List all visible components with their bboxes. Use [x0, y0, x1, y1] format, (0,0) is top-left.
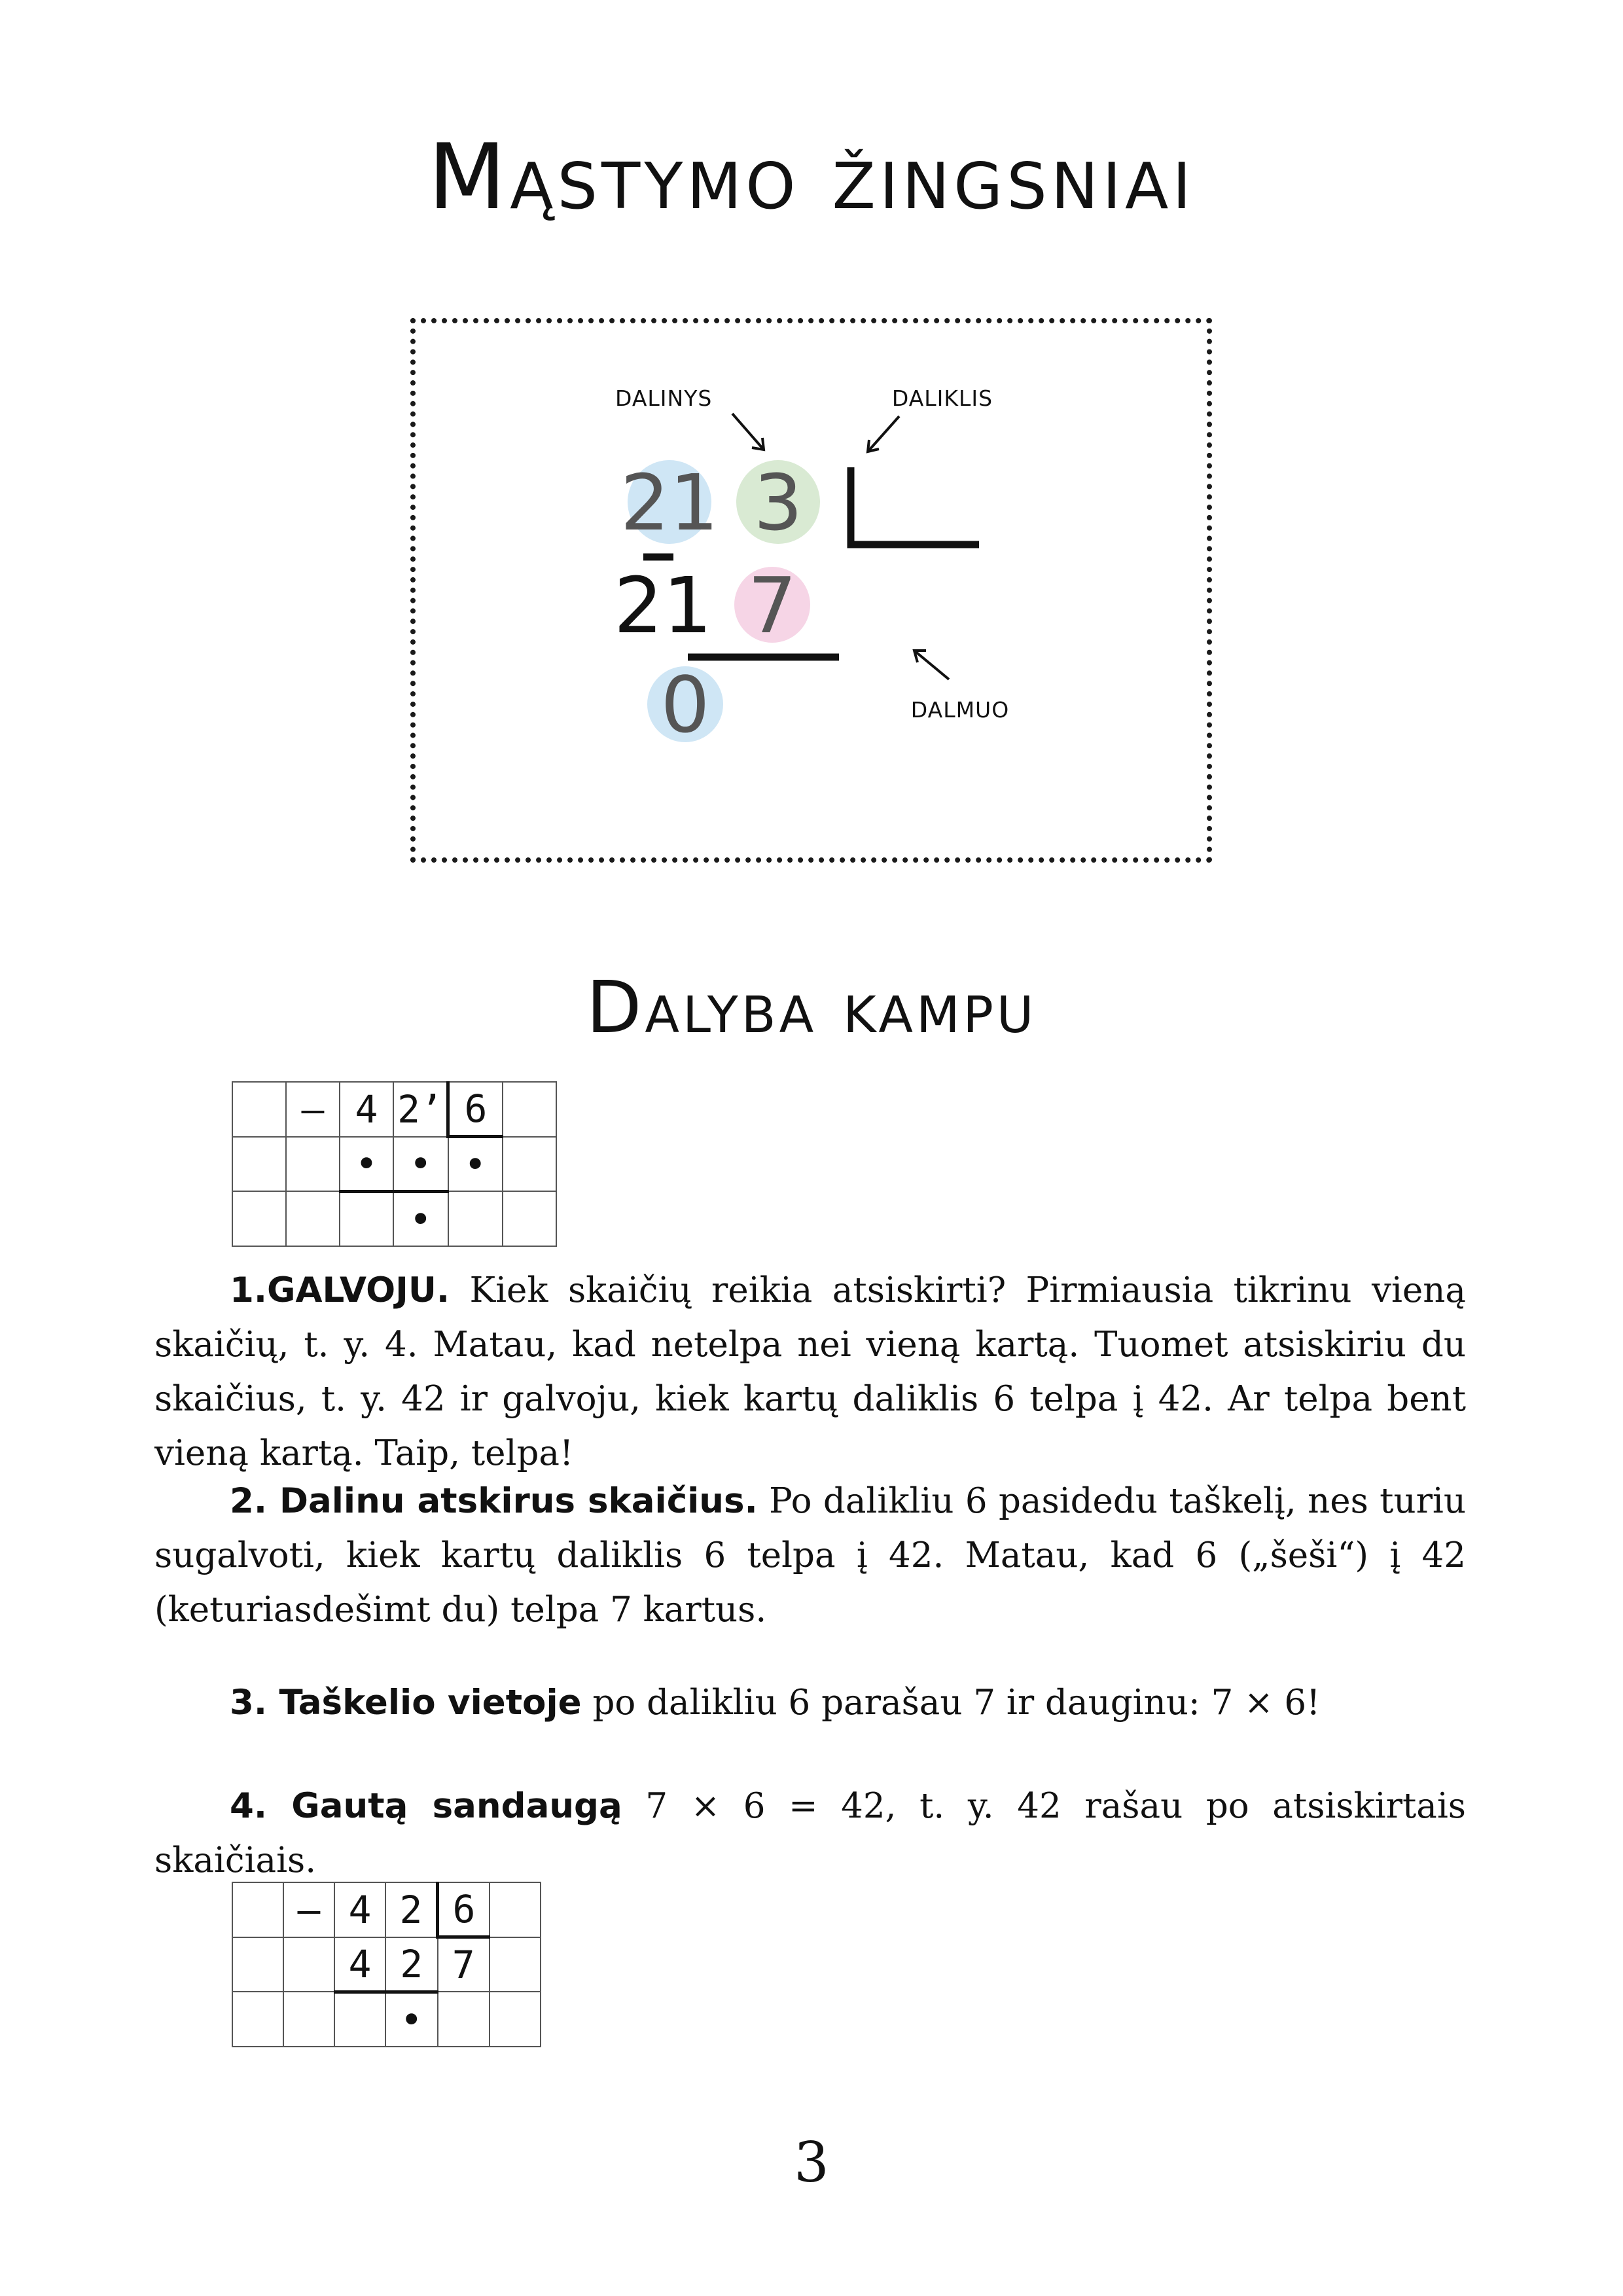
grid-dot: • — [385, 1992, 438, 2047]
division-grid-1 — [232, 1081, 557, 1247]
division-example-diagram — [410, 318, 1212, 863]
quotient-label: DALMUO — [910, 697, 1010, 723]
divisor-arrow — [868, 416, 899, 452]
quotient-arrow — [914, 651, 949, 679]
division-grid-2 — [232, 1882, 541, 2047]
divisor-label: DALIKLIS — [891, 386, 993, 411]
grid-minus: – — [283, 1882, 334, 1937]
grid-minus: – — [286, 1082, 340, 1137]
grid-digit: 4 — [334, 1882, 385, 1937]
subtrahend-number: 21 — [613, 560, 713, 651]
grid-digit: 4 — [334, 1937, 385, 1992]
step-4-lead: 4. Gautą sandaugą — [230, 1786, 622, 1826]
quotient-number: 7 — [747, 560, 797, 651]
grid-quotient: 7 — [438, 1937, 490, 1992]
grid-digit: 2 — [385, 1937, 438, 1992]
divisor-number: 3 — [753, 457, 803, 548]
step-2 — [154, 1474, 1466, 1637]
remainder-number: 0 — [660, 660, 710, 750]
step-3 — [154, 1676, 1466, 1730]
section-title: Dalyba kampu — [586, 965, 1037, 1049]
step-2-lead: 2. Dalinu atskirus skaičius. — [230, 1481, 758, 1521]
page-title: Mąstymo žingsniai — [428, 124, 1195, 230]
grid-dot: • — [393, 1191, 448, 1246]
step-3-text: po dalikliu 6 parašau 7 ir dauginu: 7 × 6! — [581, 1683, 1321, 1723]
step-1 — [154, 1263, 1466, 1480]
step-4-text: 7 × 6 = 42, t. y. 42 rašau po atsiskirtais skaičiais. — [154, 1786, 1466, 1880]
grid-divisor: 6 — [438, 1882, 490, 1937]
page-number: 3 — [794, 2130, 829, 2195]
grid-digit: 2’ — [393, 1082, 448, 1137]
grid-digit: 2 — [385, 1882, 438, 1937]
dividend-number: 21 — [620, 457, 719, 548]
dividend-arrow — [732, 414, 764, 450]
dividend-label: DALINYS — [615, 386, 713, 411]
step-3-lead: 3. Taškelio vietoje — [230, 1683, 582, 1723]
step-1-lead: 1.GALVOJU. — [230, 1270, 450, 1310]
division-bracket — [851, 467, 979, 545]
step-4 — [154, 1779, 1466, 1888]
grid-dot: • — [393, 1137, 448, 1192]
grid-dot: • — [448, 1137, 503, 1192]
step-2-text: Po dalikliu 6 pasidedu taškelį, nes turiu sugalvoti, kiek kartų daliklis 6 telpa į 42. Matau, kad 6 („šeši“) į 42 (keturiasdešimt du) telpa 7 kartus. — [154, 1481, 1466, 1630]
grid-divisor: 6 — [448, 1082, 503, 1137]
grid-dot: • — [340, 1137, 393, 1192]
step-1-text: Kiek skaičių reikia atsiskirti? Pirmiausia tikrinu vieną skaičių, t. y. 4. Matau, kad netelpa nei vieną kartą. Tuomet atsiskiriu du skaičius, t. y. 42 ir galvoju, kiek kartų daliklis 6 telpa į 42. Ar telpa bent vieną kartą. Taip, telpa! — [154, 1270, 1466, 1473]
grid-digit: 4 — [340, 1082, 393, 1137]
